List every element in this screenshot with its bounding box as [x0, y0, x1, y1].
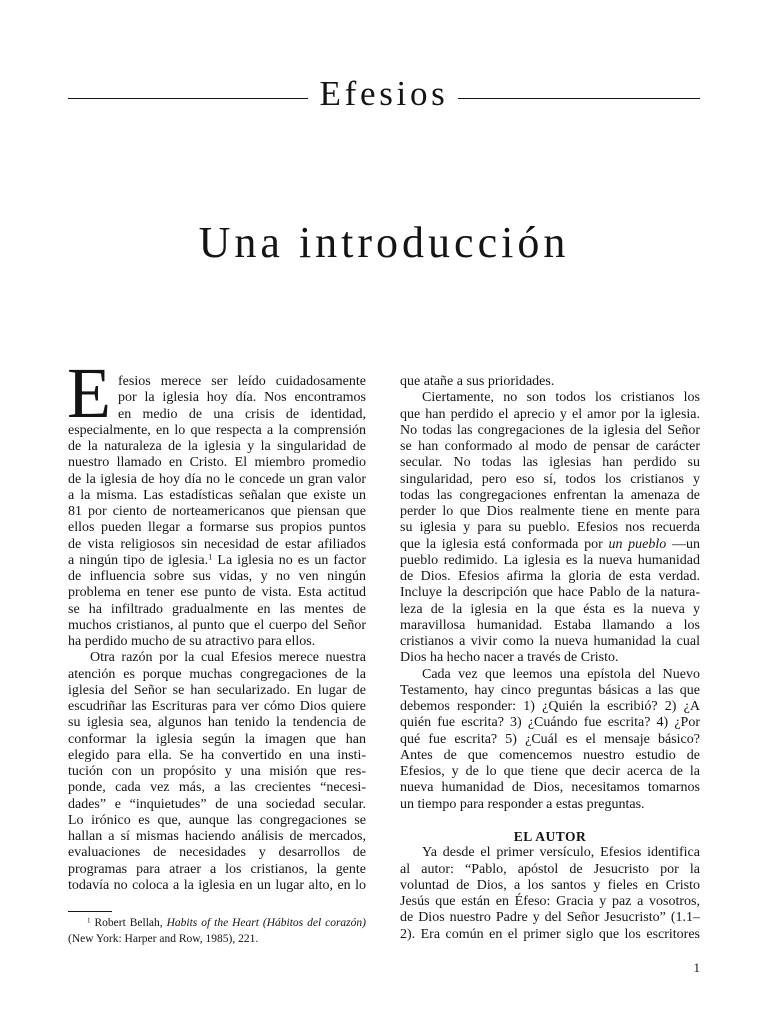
text-line	[68, 553, 366, 569]
text-line: evaluaciones de necesidades y desarrollos de	[68, 845, 366, 861]
text-line: Ya desde el primer versículo, Efesios identifica	[422, 845, 700, 861]
text-line: atención es porque muchas congregaciones de la	[68, 666, 366, 682]
paragraph	[400, 667, 700, 813]
text-line: pueblo redimido. La iglesia es la nueva humanidad	[400, 552, 700, 568]
text-line: por la iglesia hoy día. Nos encontramos	[118, 390, 366, 406]
text-line	[400, 537, 700, 553]
text-line: 81 por ciento de norteamericanos que piensan que	[68, 504, 366, 519]
text-line: singularidad, pero eso sí, todos los cristianos y	[400, 471, 700, 487]
text-line: que han perdido el aprecio y el amor por la iglesia.	[400, 406, 700, 422]
text-line: Testamento, hay cinco preguntas básicas a las que	[400, 682, 700, 698]
left-column	[67, 353, 366, 894]
text-line: 2). Era común en el primer siglo que los escritores	[400, 926, 700, 942]
text-line: su iglesia y para su pueblo. Efesios nos recuerda	[400, 520, 700, 536]
text-segment: Robert Bellah,	[90, 917, 167, 929]
paragraph	[400, 845, 700, 943]
text-line: de influencia sobre sus vidas, y no ven ningún	[68, 569, 366, 584]
text-line: ellos pueden llegar a formarse sus propios puntos	[68, 520, 366, 536]
text-line: Antes de que comencemos nuestro estudio de	[400, 747, 700, 763]
text-line: escudriñar las Escrituras para ver cómo Dios quiere	[68, 699, 366, 714]
text-line: maravillosa humanidad. Estaba llamando a los	[400, 617, 700, 633]
text-line: de la iglesia de hoy día no le concede un gran valor	[68, 471, 366, 487]
text-segment: que la iglesia está conformada por	[400, 536, 609, 552]
text-line: Ciertamente, no son todos los cristianos los	[422, 390, 700, 406]
text-line: No todas las congregaciones de la iglesia del Señor	[400, 422, 700, 438]
text-line: programas para atraer a los cristianos, la gente	[68, 861, 366, 877]
book-title: Habits of the Heart (Hábitos del corazón)	[166, 917, 366, 929]
page-number: 1	[693, 960, 700, 975]
text-line: debemos responder: 1) ¿Quién la escribió? 2) ¿A	[400, 699, 700, 714]
footnote-marker: 1	[208, 551, 213, 562]
paragraph	[400, 374, 700, 390]
text-line: su iglesia sea, algunos han tenido la tendencia de	[68, 715, 366, 731]
footnote-marker: 1	[87, 916, 91, 925]
text-line: nueva humanidad de Dios, necesitamos tomarnos	[400, 780, 700, 796]
text-line: leza de la iglesia en la que ésta es la nueva y	[400, 601, 700, 617]
text-line: fesios merece ser leído cuidadosamente	[118, 374, 366, 389]
text-segment: —un	[666, 536, 700, 552]
text-line: especialmente, en lo que respecta a la comprensión	[68, 422, 366, 438]
text-line: hallan a sí mismas haciendo análisis de mercados,	[68, 829, 366, 844]
text-line: se ha infiltrado gradualmente en las mentes de	[68, 601, 366, 617]
footnote	[68, 915, 366, 947]
right-column	[400, 374, 700, 943]
text-line: en medio de una crisis de identidad,	[118, 406, 366, 422]
text-line: conformar la iglesia según la imagen que han	[68, 731, 366, 747]
paragraph	[68, 374, 366, 650]
text-line: tución con un propósito y una misión que res-	[68, 764, 366, 779]
text-line: ha perdido mucho de su atractivo para ellos.	[68, 634, 316, 649]
text-line: que atañe a sus prioridades.	[400, 374, 555, 389]
text-line: de la naturaleza de la iglesia y la singularidad de	[68, 439, 366, 454]
text-line: muchos cristianos, al punto que el cuerpo del Señor	[68, 617, 366, 633]
text-line: Incluye la descripción que hace Pablo de la natura-	[400, 585, 700, 601]
text-line: se han conformado al modo de pensar de carácter	[400, 439, 700, 454]
footnote-line: (New York: Harper and Row, 1985), 221.	[68, 933, 259, 945]
text-line: secular. No todas las iglesias han perdido su	[400, 455, 700, 471]
italic-text: un pueblo	[608, 536, 667, 552]
text-segment: a ningún tipo de iglesia.	[68, 552, 209, 568]
text-line: voluntad de Dios, a los santos y fieles en Cristo	[400, 877, 700, 893]
footnote-rule	[68, 911, 112, 912]
text-line: qué fue escrita? 5) ¿Cuál es el mensaje básico?	[400, 731, 700, 747]
text-line: al autor: “Pablo, apóstol de Jesucristo por la	[400, 861, 700, 877]
footnote-line	[68, 915, 366, 931]
text-line: cristianos a vivir como la nueva humanidad la cual	[400, 634, 700, 649]
text-line: todas las congregaciones enfrentan la amenaza de	[400, 487, 700, 503]
header-rule-right	[458, 98, 700, 99]
text-line: ponde, cada vez más, a las crecientes “necesi-	[68, 780, 366, 796]
text-line: de Dios nuestro Padre y del Señor Jesucristo” (1.1–	[400, 910, 700, 926]
text-line: Cada vez que leemos una epístola del Nuevo	[422, 666, 700, 682]
paragraph	[68, 650, 366, 894]
text-line: de vista religiosos sin necesidad de estar afiliados	[68, 536, 366, 552]
text-line: de Dios. Efesios afirma la gloria de esta verdad.	[400, 569, 700, 584]
text-line: nuestro llamado en Cristo. El miembro promedio	[68, 455, 366, 471]
text-line: perder lo que Dios realmente tiene en mente para	[400, 504, 700, 519]
text-line: a la misma. Las estadísticas señalan que existe un	[68, 487, 366, 503]
section-heading: EL AUTOR	[513, 829, 587, 844]
text-line: iglesia del Señor se han secularizado. En lugar de	[68, 682, 366, 698]
text-segment: La iglesia no es un factor	[212, 552, 366, 568]
text-line: Jesús que están en Éfeso: Gracia y paz a vosotros,	[400, 894, 700, 909]
text-line: problema en tener ese punto de vista. Esta actitud	[68, 585, 366, 601]
text-line: dades” e “inquietudes” de una sociedad secular.	[68, 796, 366, 812]
text-line: todavía no coloca a la iglesia en un lugar alto, en lo	[68, 877, 366, 893]
drop-cap: E	[67, 353, 111, 433]
text-line: Lo irónico es que, aunque las congregaciones se	[68, 812, 366, 828]
text-line: elegido para ella. Se ha convertido en una insti-	[68, 747, 366, 763]
text-line: Otra razón por la cual Efesios merece nuestra	[90, 650, 366, 666]
running-header-title: Efesios	[319, 74, 449, 113]
paragraph	[400, 390, 700, 666]
text-line: un tiempo para responder a estas preguntas.	[400, 796, 645, 812]
text-line: Efesios, y de lo que tiene que decir acerca de la	[400, 764, 700, 779]
text-line: Dios ha hecho nacer a través de Cristo.	[400, 650, 619, 666]
text-line: quién fue escrita? 3) ¿Cuándo fue escrita? 4) ¿Por	[400, 715, 700, 731]
chapter-title: Una introducción	[198, 218, 570, 267]
